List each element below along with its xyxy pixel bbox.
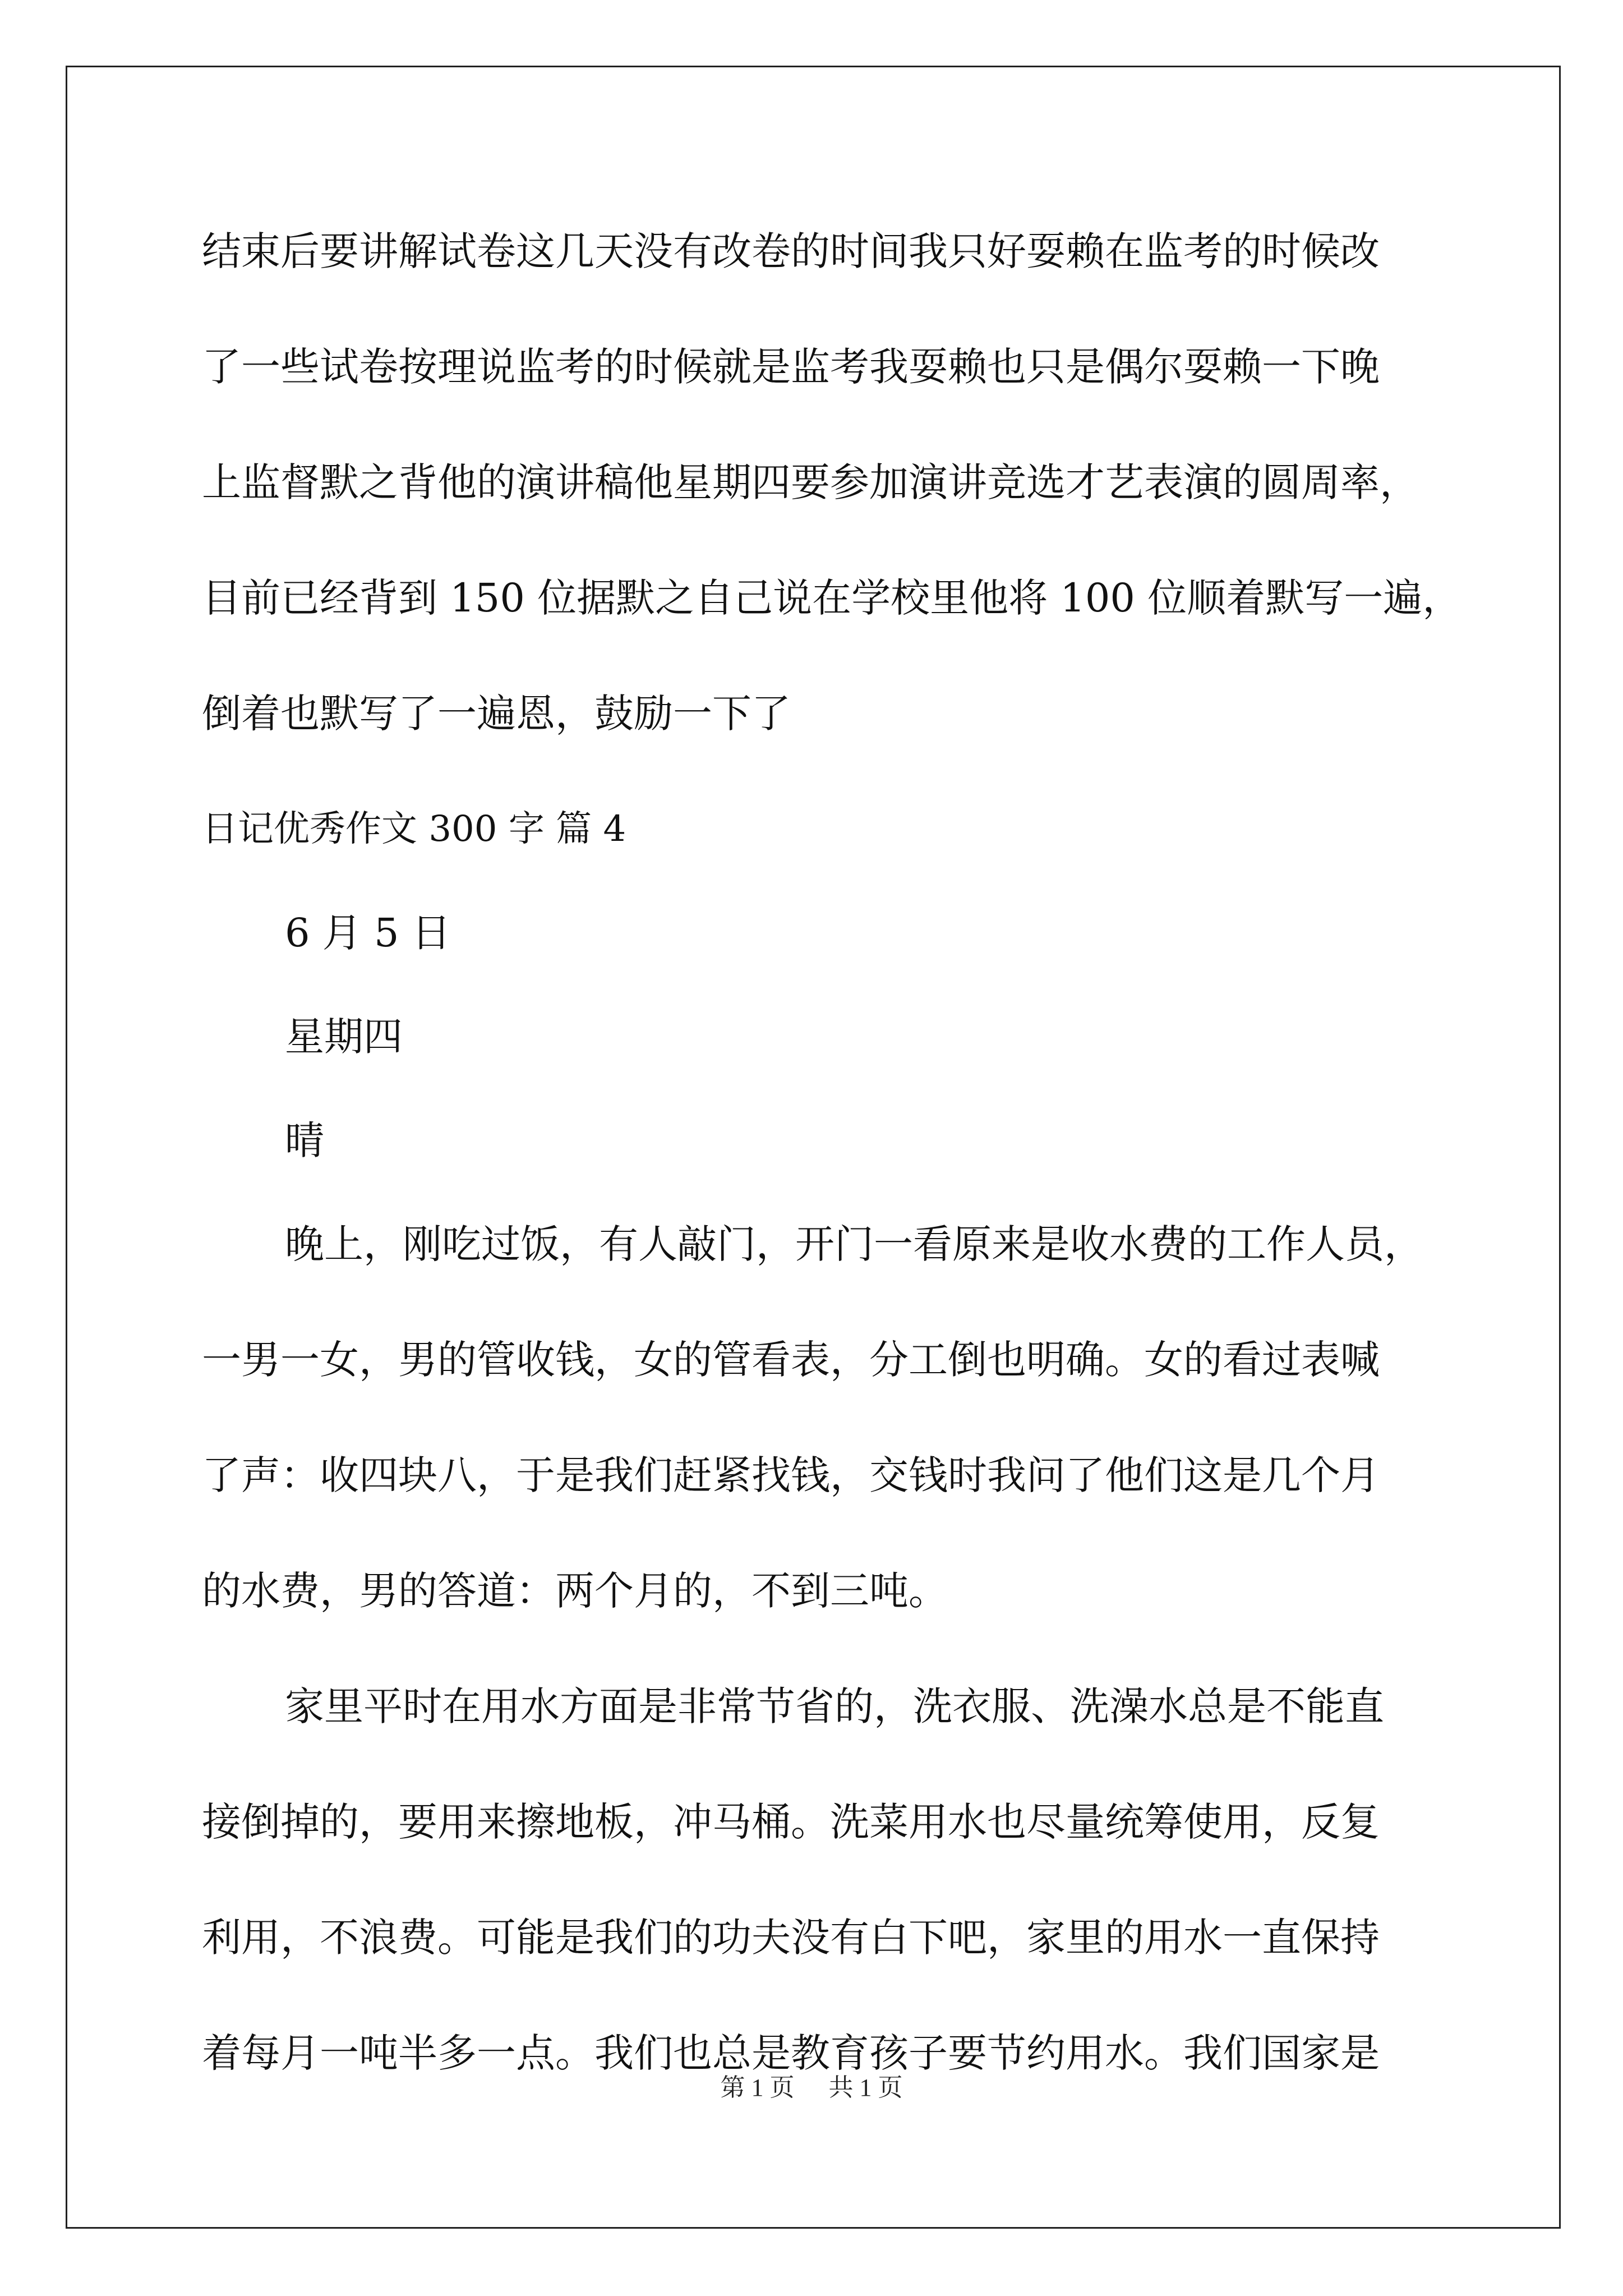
page-number: 第 1 页 (720, 2074, 795, 2101)
diary-weekday: 星期四 (285, 1014, 403, 1060)
paragraph-line: 家里平时在用水方面是非常节省的，洗衣服、洗澡水总是不能直 (285, 1683, 1384, 1729)
page-total: 共 1 页 (828, 2074, 903, 2101)
paragraph-line: 接倒掉的，要用来擦地板，冲马桶。洗菜用水也尽量统筹使用，反复 (202, 1799, 1380, 1845)
paragraph-line: 了声：收四块八，于是我们赶紧找钱，交钱时我问了他们这是几个月 (202, 1452, 1380, 1498)
paragraph-line: 利用，不浪费。可能是我们的功夫没有白下吧，家里的用水一直保持 (202, 1915, 1380, 1961)
text-line: 了一些试卷按理说监考的时候就是监考我耍赖也只是偶尔耍赖一下晚 (202, 344, 1380, 390)
diary-weather: 晴 (285, 1117, 324, 1163)
diary-date: 6 月 5 日 (285, 910, 451, 956)
paragraph-line: 的水费，男的答道：两个月的，不到三吨。 (202, 1568, 948, 1614)
page-footer (0, 2067, 1623, 2103)
text-line: 上监督默之背他的演讲稿他星期四要参加演讲竞选才艺表演的圆周率， (202, 459, 1419, 505)
text-line: 目前已经背到 150 位据默之自己说在学校里他将 100 位顺着默写一遍， (202, 575, 1462, 621)
paragraph-line: 晚上，刚吃过饭，有人敲门，开门一看原来是收水费的工作人员， (285, 1221, 1423, 1267)
text-line: 倒着也默写了一遍恩，鼓励一下了 (202, 691, 791, 737)
paragraph-line: 一男一女，男的管收钱，女的管看表，分工倒也明确。女的看过表喊 (202, 1337, 1380, 1383)
section-heading: 日记优秀作文 300 字 篇 4 (202, 808, 626, 850)
document-body (202, 223, 1462, 2141)
text-line: 结束后要讲解试卷这几天没有改卷的时间我只好耍赖在监考的时候改 (202, 228, 1380, 274)
paragraph-line: 着每月一吨半多一点。我们也总是教育孩子要节约用水。我们国家是 (202, 2030, 1380, 2076)
